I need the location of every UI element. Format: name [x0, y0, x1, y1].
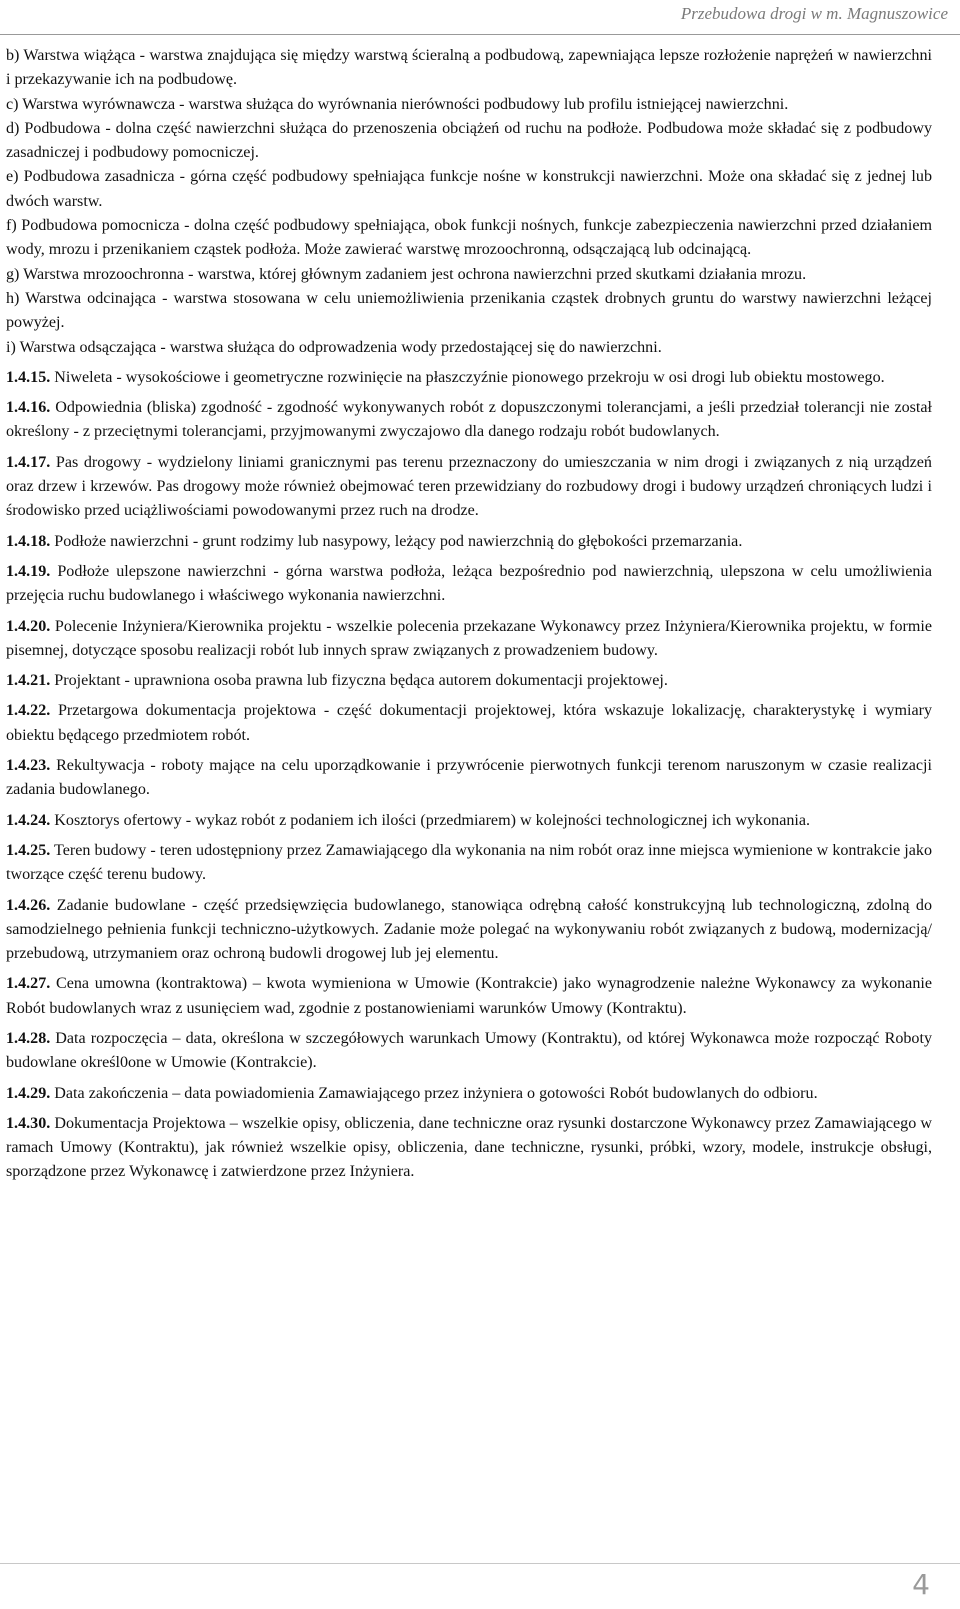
- definition-number: 1.4.16.: [6, 399, 51, 417]
- definition-1-4-18: [6, 530, 932, 554]
- definition-1-4-27: [6, 972, 932, 1021]
- definition-1-4-15: [6, 366, 932, 390]
- footer-divider: [0, 1563, 960, 1564]
- definition-text: Polecenie Inżyniera/Kierownika projektu - wszelkie polecenia przekazane Wykonawcy przez Inżyniera/Kierownika projektu, w formie pisemnej, dotyczące sposobu realizacji robót lub innych spraw związanych z prowadzeniem budowy.: [6, 617, 933, 659]
- definition-text: Pas drogowy - wydzielony liniami granicznymi pas terenu przeznaczony do umieszczania w nim drogi i związanych z nią urządzeń oraz drzew i krzewów. Pas drogowy może również obejmować teren przewidziany do rozbudowy drogi i budowy urządzeń chroniących ludzi i środowisko przed uciążliwościami powodowanymi przez ruch na drodze.: [6, 453, 932, 520]
- list-item-h: h) Warstwa odcinająca - warstwa stosowana w celu uniemożliwienia przenikania cząstek drobnych gruntu do warstwy nawierzchni leżącej powyżej.: [6, 289, 932, 332]
- list-item-g: g) Warstwa mrozoochronna - warstwa, której głównym zadaniem jest ochrona nawierzchni przed skutkami działania mrozu.: [6, 265, 807, 283]
- definition-1-4-25: [6, 839, 932, 888]
- definition-text: Przetargowa dokumentacja projektowa - część dokumentacji projektowej, która wskazuje lokalizację, charakterystykę i wymiary obiektu będącego przedmiotem robót.: [6, 702, 932, 744]
- definition-number: 1.4.23.: [6, 757, 51, 775]
- definition-number: 1.4.19.: [6, 562, 51, 580]
- definition-number: 1.4.24.: [6, 811, 51, 829]
- list-item-b: b) Warstwa wiążąca - warstwa znajdująca się między warstwą ścieralną a podbudową, zapewniająca lepsze rozłożenie naprężeń w nawierzchni i przekazywanie ich na podbudowę.: [6, 47, 932, 89]
- definition-text: Odpowiednia (bliska) zgodność - zgodność wykonywanych robót z dopuszczonymi tolerancjami, a jeśli przedział tolerancji nie został określony - z przeciętnymi tolerancjami, przyjmowanymi zwyczajowo dla danego rodzaju robót budowlanych.: [6, 399, 932, 441]
- definition-1-4-28: [6, 1027, 932, 1076]
- definition-1-4-17: [6, 451, 932, 524]
- definition-text: Data rozpoczęcia – data, określona w szczegółowych warunkach Umowy (Kontraktu), od której Wykonawca może rozpocząć Roboty budowlane określ0one w Umowie (Kontrakcie).: [6, 1029, 932, 1072]
- definition-number: 1.4.28.: [6, 1029, 51, 1047]
- definition-text: Projektant - uprawniona osoba prawna lub fizyczna będąca autorem dokumentacji projektowej.: [54, 672, 668, 690]
- definition-number: 1.4.22.: [6, 702, 51, 720]
- definition-number: 1.4.25.: [6, 841, 51, 859]
- definition-1-4-24: [6, 809, 932, 833]
- definition-number: 1.4.21.: [6, 672, 51, 690]
- definition-text: Zadanie budowlane - część przedsięwzięcia budowlanego, stanowiąca odrębną całość konstrukcyjną lub technologiczną, zdolną do samodzielnego pełnienia funkcji techniczno-użytkowych. Zadanie może polegać na wykonywaniu robót związanych z budową, modernizacją/ przebudową, utrzymaniem oraz ochroną budowli drogowej lub jej elementu.: [6, 896, 932, 963]
- definition-1-4-21: [6, 669, 932, 693]
- definition-text: Data zakończenia – data powiadomienia Zamawiającego przez inżyniera o gotowości Robót budowlanych do odbioru.: [54, 1084, 818, 1102]
- document-body: [6, 44, 932, 1185]
- running-header: Przebudowa drogi w m. Magnuszowice: [680, 4, 948, 23]
- definition-number: 1.4.30.: [6, 1114, 51, 1132]
- definition-text: Dokumentacja Projektowa – wszelkie opisy, obliczenia, dane techniczne oraz rysunki dostarczone Wykonawcy przez Zamawiającego w ramach Umowy (Kontraktu), jak również wszelkie opisy, obliczenia, dane techniczne, rysunki, próbki, wzory, modele, instrukcje obsługi, sporządzone przez Wykonawcę i zatwierdzone przez Inżyniera.: [6, 1114, 932, 1181]
- definition-number: 1.4.15.: [6, 368, 51, 386]
- definition-1-4-16: [6, 396, 932, 445]
- list-item-d: d) Podbudowa - dolna część nawierzchni służąca do przenoszenia obciążeń od ruchu na podłoże. Podbudowa może składać się z podbudowy zasadniczej i podbudowy pomocniczej.: [6, 119, 932, 162]
- definition-text: Teren budowy - teren udostępniony przez Zamawiającego dla wykonania na nim robót oraz inne miejsca wymienione w kontrakcie jako tworzące część terenu budowy.: [6, 841, 932, 884]
- definition-text: Kosztorys ofertowy - wykaz robót z podaniem ich ilości (przedmiarem) w kolejności technologicznej ich wykonania.: [54, 811, 811, 829]
- definition-number: 1.4.26.: [6, 896, 51, 914]
- definition-number: 1.4.27.: [6, 975, 51, 993]
- definition-1-4-23: [6, 754, 932, 803]
- list-item-c: c) Warstwa wyrównawcza - warstwa służąca do wyrównania nierówności podbudowy lub profilu istniejącej nawierzchni.: [6, 95, 789, 113]
- list-item-f: f) Podbudowa pomocnicza - dolna część podbudowy spełniająca, obok funkcji nośnych, funkcje zabezpieczenia nawierzchni przed działaniem wody, mrozu i przenikaniem cząstek podłoża. Może zawierać warstwę mrozoochronną, odsączającą lub odcinającą.: [6, 217, 932, 259]
- list-item-i: i) Warstwa odsączająca - warstwa służąca do odprowadzenia wody przedostającej się do nawierzchni.: [6, 338, 662, 356]
- definition-text: Podłoże ulepszone nawierzchni - górna warstwa podłoża, leżąca bezpośrednio pod nawierzchnią, ulepszona w celu umożliwienia przejęcia ruchu budowlanego i właściwego wykonania nawierzchni.: [6, 562, 933, 605]
- definition-number: 1.4.17.: [6, 453, 51, 471]
- list-item-e: e) Podbudowa zasadnicza - górna część podbudowy spełniająca funkcje nośne w konstrukcji nawierzchni. Może ona składać się z jednej lub dwóch warstw.: [6, 168, 932, 210]
- definition-1-4-20: [6, 615, 932, 664]
- definition-1-4-29: [6, 1082, 932, 1106]
- definition-1-4-22: [6, 699, 932, 748]
- header-divider: [0, 34, 960, 35]
- definition-number: 1.4.20.: [6, 617, 51, 635]
- definition-number: 1.4.29.: [6, 1084, 51, 1102]
- definition-1-4-26: [6, 894, 932, 967]
- definition-1-4-30: [6, 1112, 932, 1185]
- definition-text: Cena umowna (kontraktowa) – kwota wymieniona w Umowie (Kontrakcie) jako wynagrodzenie należne Wykonawcy za wykonanie Robót budowlanych wraz z usunięciem wad, zgodnie z postanowieniami warunków Umowy (Kontraktu).: [6, 975, 932, 1017]
- definition-text: Podłoże nawierzchni - grunt rodzimy lub nasypowy, leżący pod nawierzchnią do głębokości przemarzania.: [54, 532, 743, 550]
- page-number: 4: [912, 1568, 930, 1601]
- definition-text: Niweleta - wysokościowe i geometryczne rozwinięcie na płaszczyźnie pionowego przekroju w osi drogi lub obiektu mostowego.: [54, 368, 885, 386]
- definition-1-4-19: [6, 560, 932, 609]
- definition-text: Rekultywacja - roboty mające na celu uporządkowanie i przywrócenie pierwotnych funkcji terenom naruszonym w czasie realizacji zadania budowlanego.: [6, 757, 932, 799]
- definition-number: 1.4.18.: [6, 532, 51, 550]
